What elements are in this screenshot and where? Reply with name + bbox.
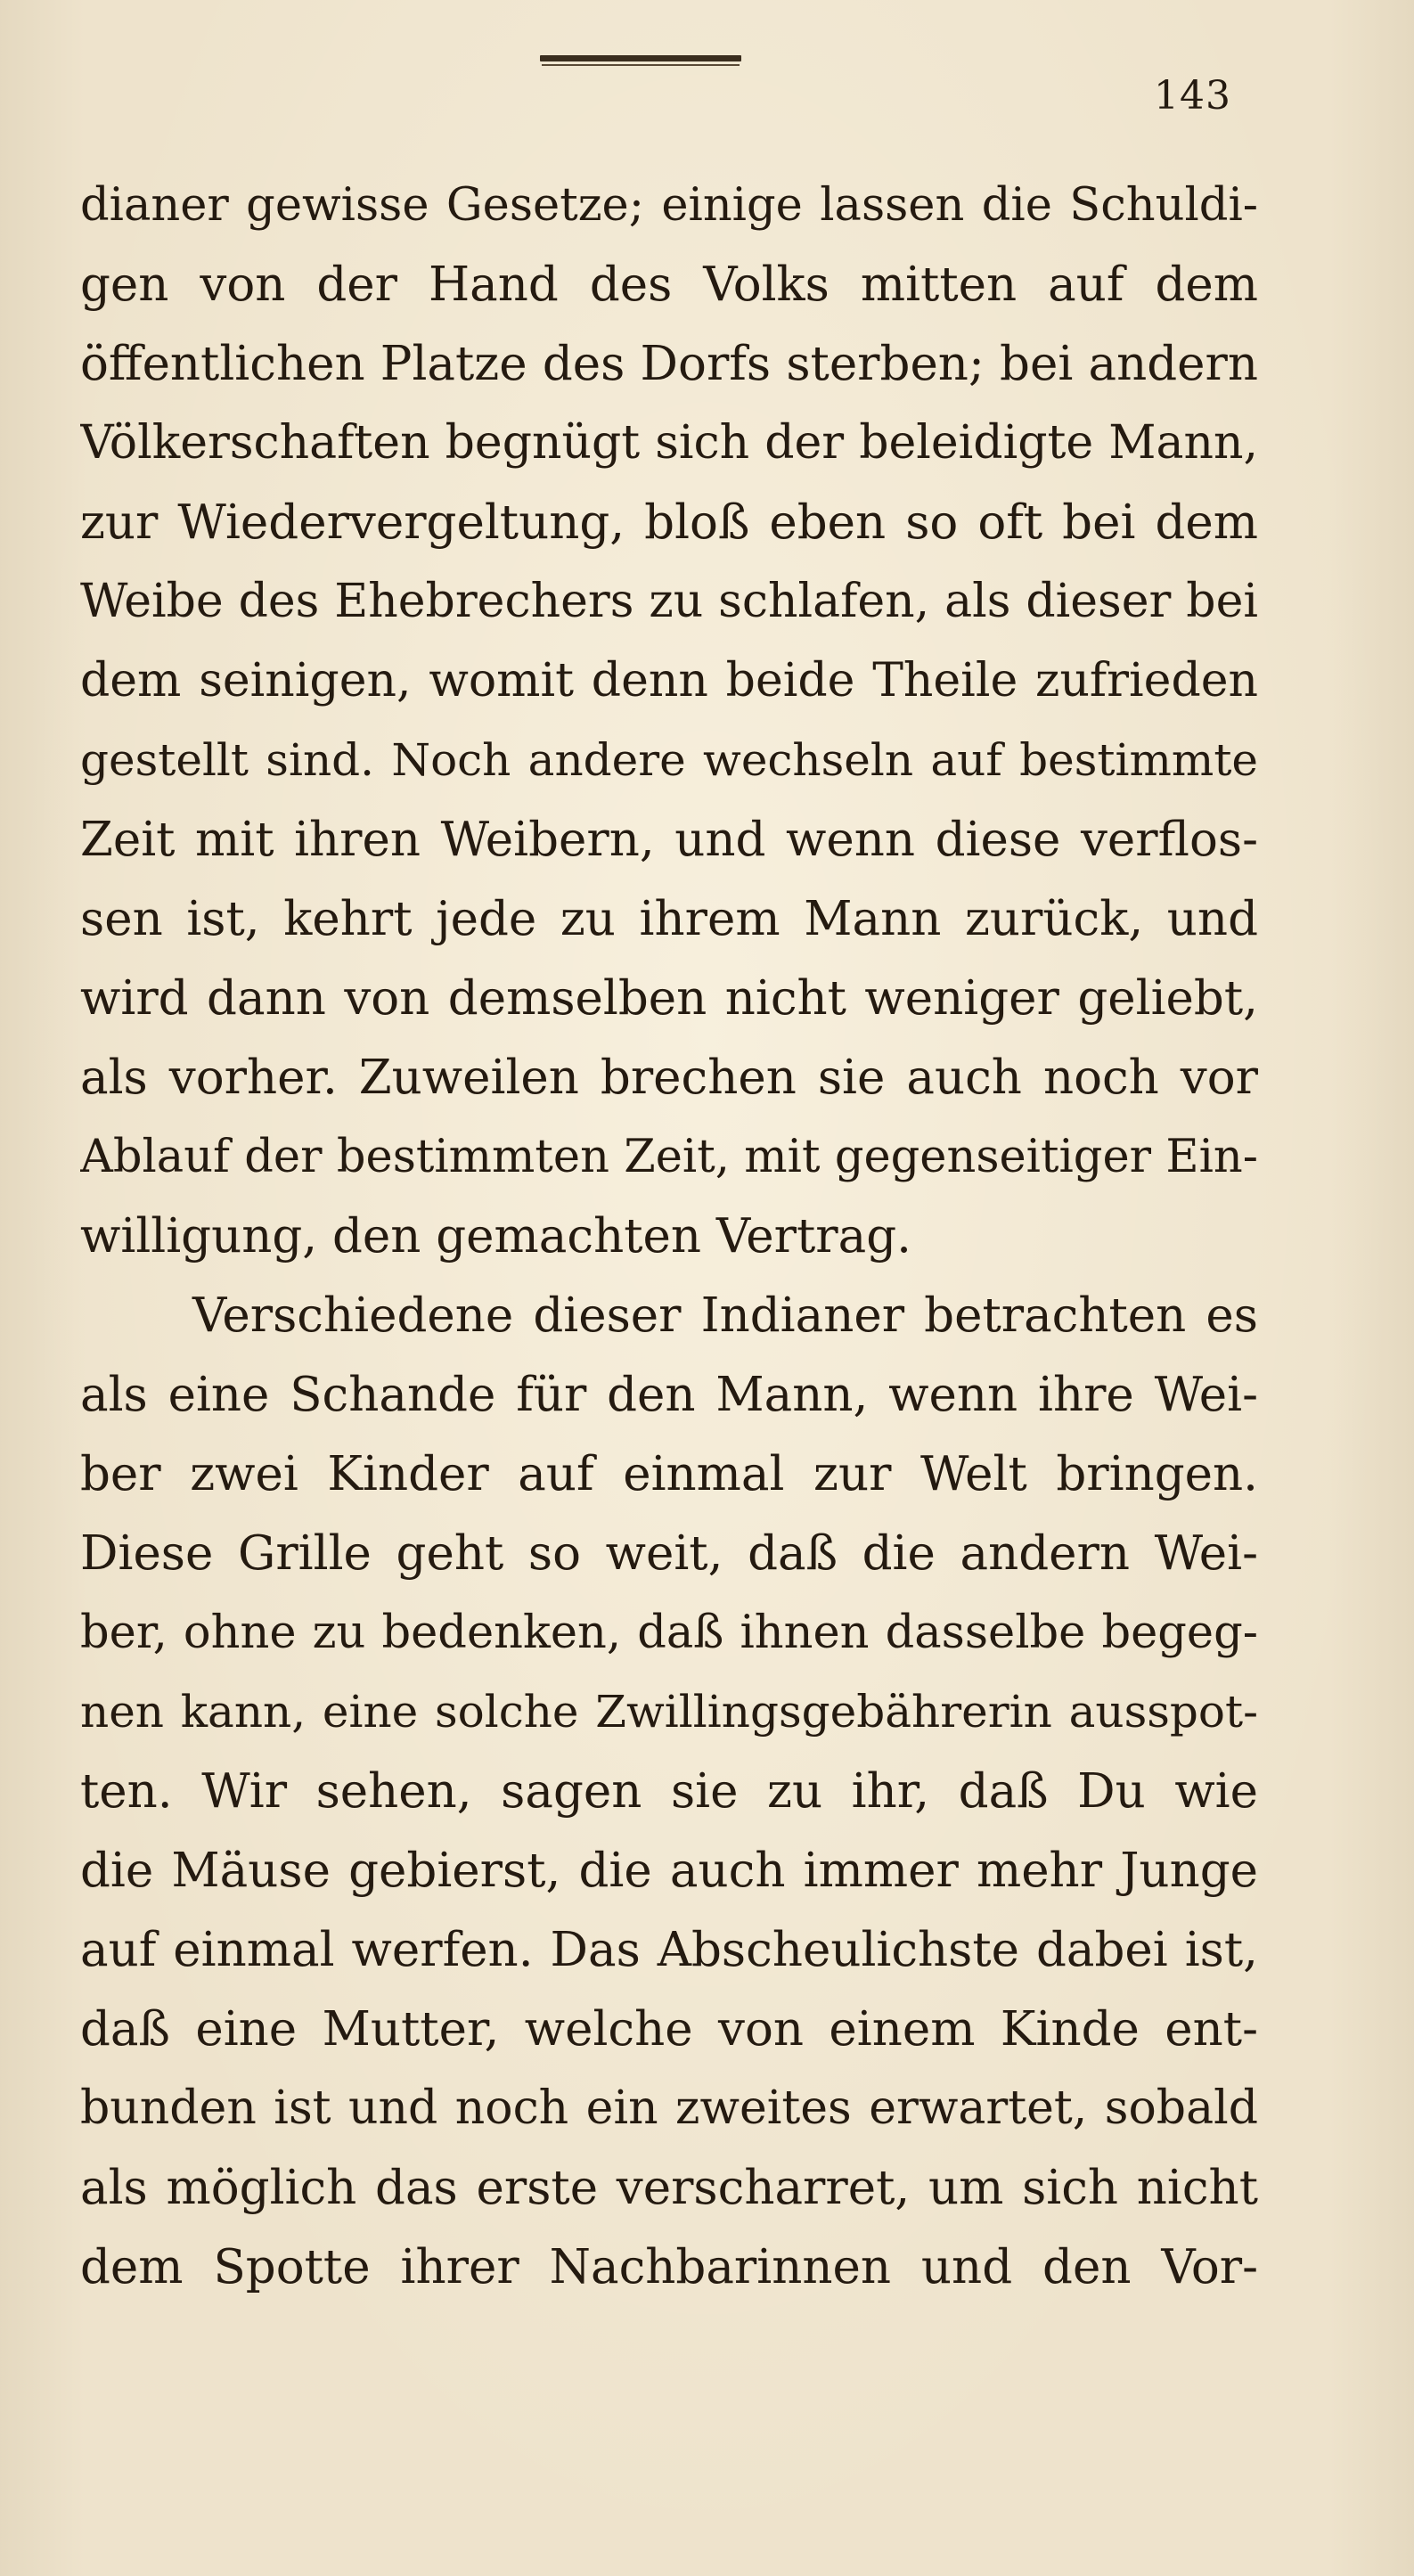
text-line: gen von der Hand des Volks mitten auf dem [80, 258, 1258, 312]
text-line: Völkerschaften begnügt sich der beleidigte Mann, [80, 416, 1258, 470]
text-line: dem Spotte ihrer Nachbarinnen und den Vor- [80, 2240, 1258, 2294]
text-line: zur Wiedervergeltung, bloß eben so oft bei dem [80, 495, 1258, 550]
text-line: nen kann, eine solche Zwillingsgebährerin ausspot- [80, 1686, 1258, 1738]
text-line: dianer gewisse Gesetze; einige lassen die Schuldi- [80, 179, 1258, 232]
text-line: auf einmal werfen. Das Abscheulichste dabei ist, [80, 1923, 1258, 1977]
page-number: 143 [1154, 73, 1231, 119]
text-line: Zeit mit ihren Weibern, und wenn diese verflos- [80, 813, 1258, 867]
text-line: bunden ist und noch ein zweites erwartet, sobald [80, 2081, 1258, 2135]
text-line: wird dann von demselben nicht weniger geliebt, [80, 971, 1258, 1026]
text-line: als vorher. Zuweilen brechen sie auch noch vor [80, 1051, 1258, 1105]
text-line: ten. Wir sehen, sagen sie zu ihr, daß Du wie [80, 1764, 1258, 1819]
text-line: Ablauf der bestimmten Zeit, mit gegenseitiger Ein- [80, 1131, 1258, 1183]
text-line: sen ist, kehrt jede zu ihrem Mann zurück, und [80, 892, 1258, 946]
text-line: gestellt sind. Noch andere wechseln auf bestimmte [80, 734, 1258, 786]
header-rule-thin [542, 64, 740, 66]
text-line: Verschiedene dieser Indianer betrachten es [192, 1288, 1258, 1343]
text-line: als eine Schande für den Mann, wenn ihre Wei- [80, 1368, 1258, 1422]
text-line: daß eine Mutter, welche von einem Kinde ent- [80, 2002, 1258, 2057]
text-line: willigung, den gemachten Vertrag. [80, 1209, 911, 1263]
text-line: die Mäuse gebierst, die auch immer mehr Junge [80, 1844, 1258, 1898]
text-line: dem seinigen, womit denn beide Theile zufrieden [80, 654, 1258, 707]
text-line: ber zwei Kinder auf einmal zur Welt bringen. [80, 1447, 1258, 1501]
text-line: öffentlichen Platze des Dorfs sterben; bei andern [80, 337, 1258, 391]
text-line: als möglich das erste verscharret, um sich nicht [80, 2161, 1258, 2215]
text-line: ber, ohne zu bedenken, daß ihnen dasselbe begeg- [80, 1607, 1258, 1659]
header-rule [540, 55, 741, 68]
header-rule-thick [540, 55, 741, 61]
text-line: Diese Grille geht so weit, daß die andern Wei- [80, 1526, 1258, 1581]
text-line: Weibe des Ehebrechers zu schlafen, als dieser bei [80, 575, 1258, 628]
body-text [80, 166, 1258, 2307]
